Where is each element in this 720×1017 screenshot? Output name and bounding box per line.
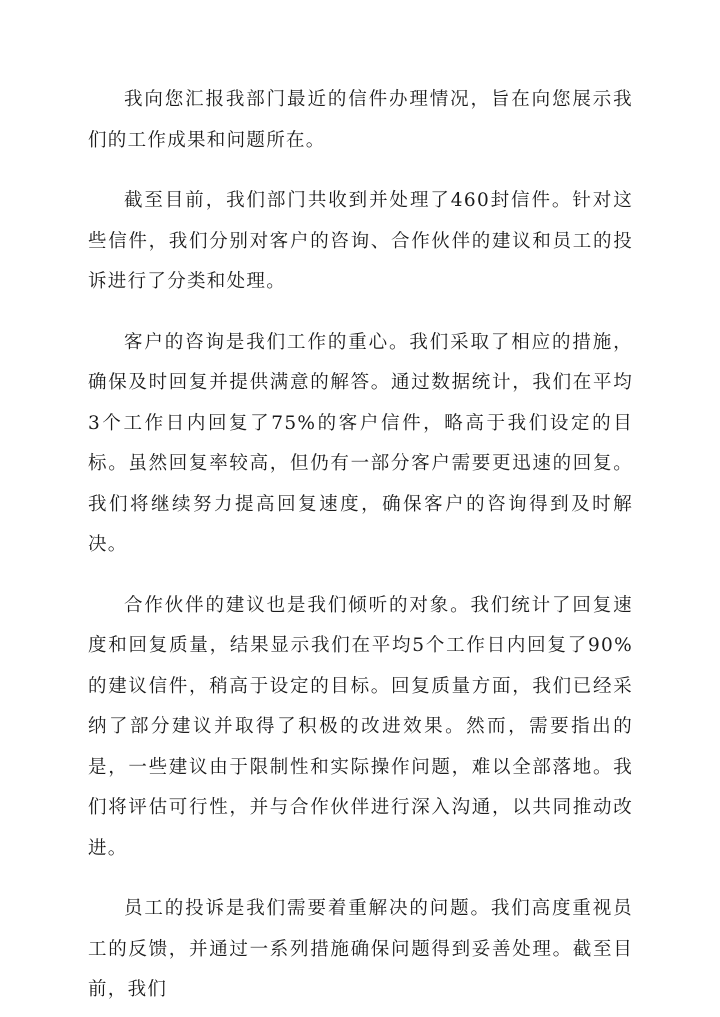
paragraph-letter-count: 截至目前，我们部门共收到并处理了460封信件。针对这些信件，我们分别对客户的咨询、合作伙伴的建议和员工的投诉进行了分类和处理。 — [88, 190, 633, 292]
document-body — [88, 80, 633, 1011]
paragraph-customer-inquiries: 客户的咨询是我们工作的重心。我们采取了相应的措施，确保及时回复并提供满意的解答。通过数据统计，我们在平均3个工作日内回复了75%的客户信件，略高于我们设定的目标。虽然回复率较高，但仍有一部分客户需要更迅速的回复。我们将继续努力提高回复速度，确保客户的咨询得到及时解决。 — [88, 331, 633, 555]
paragraph-employee-complaints: 员工的投诉是我们需要着重解决的问题。我们高度重视员工的反馈，并通过一系列措施确保问题得到妥善处理。截至目前，我们 — [88, 898, 633, 1000]
paragraph-partner-suggestions: 合作伙伴的建议也是我们倾听的对象。我们统计了回复速度和回复质量，结果显示我们在平均5个工作日内回复了90%的建议信件，稍高于设定的目标。回复质量方面，我们已经采纳了部分建议并取得了积极的改进效果。然而，需要指出的是，一些建议由于限制性和实际操作问题，难以全部落地。我们将评估可行性，并与合作伙伴进行深入沟通，以共同推动改进。 — [88, 594, 633, 859]
paragraph-intro: 我向您汇报我部门最近的信件办理情况，旨在向您展示我们的工作成果和问题所在。 — [88, 89, 633, 151]
